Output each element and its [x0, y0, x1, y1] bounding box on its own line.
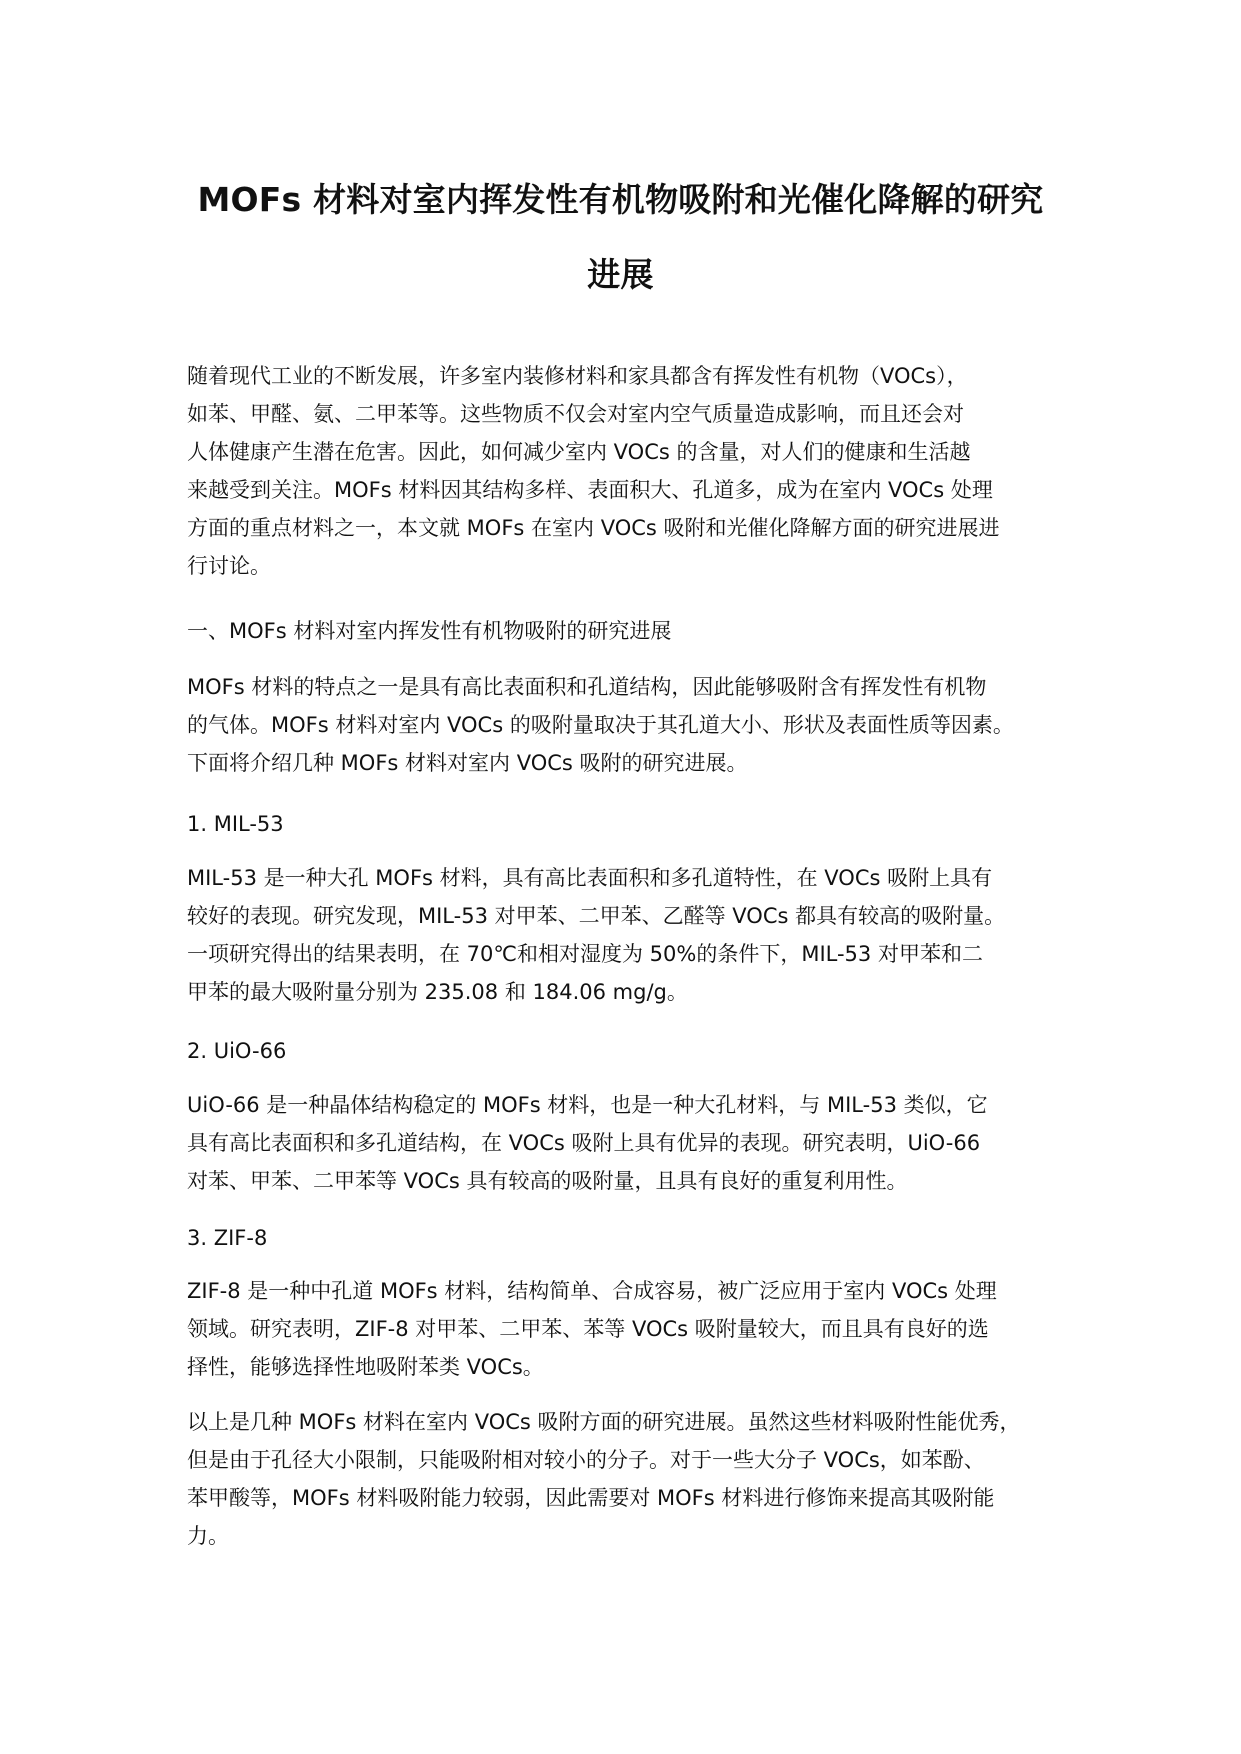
summary-line: 力。: [187, 1524, 229, 1548]
item-1-line: 较好的表现。研究发现，MIL-53 对甲苯、二甲苯、乙醛等 VOCs 都具有较高的吸附量。: [187, 904, 1006, 928]
item-1-heading: 1. MIL-53: [187, 812, 284, 836]
item-3-line: 择性，能够选择性地吸附苯类 VOCs。: [187, 1355, 544, 1379]
intro-line: 方面的重点材料之一，本文就 MOFs 在室内 VOCs 吸附和光催化降解方面的研究进展进: [187, 516, 1000, 540]
intro-line: 随着现代工业的不断发展，许多室内装修材料和家具都含有挥发性有机物（VOCs），: [187, 364, 968, 388]
section-1-heading: 一、MOFs 材料对室内挥发性有机物吸附的研究进展: [187, 619, 672, 643]
item-1-line: MIL-53 是一种大孔 MOFs 材料，具有高比表面积和多孔道特性，在 VOCs 吸附上具有: [187, 866, 993, 890]
summary-paragraph: [187, 1403, 1087, 1555]
intro-line: 行讨论。: [187, 554, 271, 578]
section-1-line: MOFs 材料的特点之一是具有高比表面积和孔道结构，因此能够吸附含有挥发性有机物: [187, 675, 987, 699]
intro-line: 人体健康产生潜在危害。因此，如何减少室内 VOCs 的含量，对人们的健康和生活越: [187, 440, 971, 464]
item-3-line: ZIF-8 是一种中孔道 MOFs 材料，结构简单、合成容易，被广泛应用于室内 VOCs 处理: [187, 1279, 997, 1303]
item-3-line: 领域。研究表明，ZIF-8 对甲苯、二甲苯、苯等 VOCs 吸附量较大，而且具有良好的选: [187, 1317, 989, 1341]
summary-line: 但是由于孔径大小限制，只能吸附相对较小的分子。对于一些大分子 VOCs，如苯酚、: [187, 1448, 985, 1472]
item-3-paragraph: [187, 1272, 1087, 1386]
item-1-line: 甲苯的最大吸附量分别为 235.08 和 184.06 mg/g。: [187, 980, 688, 1004]
item-1-line: 一项研究得出的结果表明，在 70℃和相对湿度为 50%的条件下，MIL-53 对甲苯和二: [187, 942, 983, 966]
section-1-line: 下面将介绍几种 MOFs 材料对室内 VOCs 吸附的研究进展。: [187, 751, 748, 775]
item-2-line: UiO-66 是一种晶体结构稳定的 MOFs 材料，也是一种大孔材料，与 MIL-53 类似，它: [187, 1093, 988, 1117]
section-1-paragraph: [187, 668, 1087, 782]
document-title-line-1: MOFs 材料对室内挥发性有机物吸附和光催化降解的研究: [197, 180, 1044, 219]
section-1-line: 的气体。MOFs 材料对室内 VOCs 的吸附量取决于其孔道大小、形状及表面性质等因素。: [187, 713, 1014, 737]
summary-line: 以上是几种 MOFs 材料在室内 VOCs 吸附方面的研究进展。虽然这些材料吸附性能优秀，: [187, 1410, 1021, 1434]
summary-line: 苯甲酸等，MOFs 材料吸附能力较弱，因此需要对 MOFs 材料进行修饰来提高其吸附能: [187, 1486, 995, 1510]
intro-paragraph: [187, 357, 1087, 585]
intro-line: 来越受到关注。MOFs 材料因其结构多样、表面积大、孔道多，成为在室内 VOCs 处理: [187, 478, 993, 502]
item-2-line: 具有高比表面积和多孔道结构，在 VOCs 吸附上具有优异的表现。研究表明，UiO-66: [187, 1131, 981, 1155]
item-2-paragraph: [187, 1086, 1087, 1200]
item-2-line: 对苯、甲苯、二甲苯等 VOCs 具有较高的吸附量，且具有良好的重复利用性。: [187, 1169, 908, 1193]
item-3-heading: 3. ZIF-8: [187, 1226, 268, 1250]
intro-line: 如苯、甲醛、氨、二甲苯等。这些物质不仅会对室内空气质量造成影响，而且还会对: [187, 402, 964, 426]
document-title-line-2: 进展: [587, 255, 654, 294]
item-1-paragraph: [187, 859, 1087, 1011]
item-2-heading: 2. UiO-66: [187, 1039, 287, 1063]
